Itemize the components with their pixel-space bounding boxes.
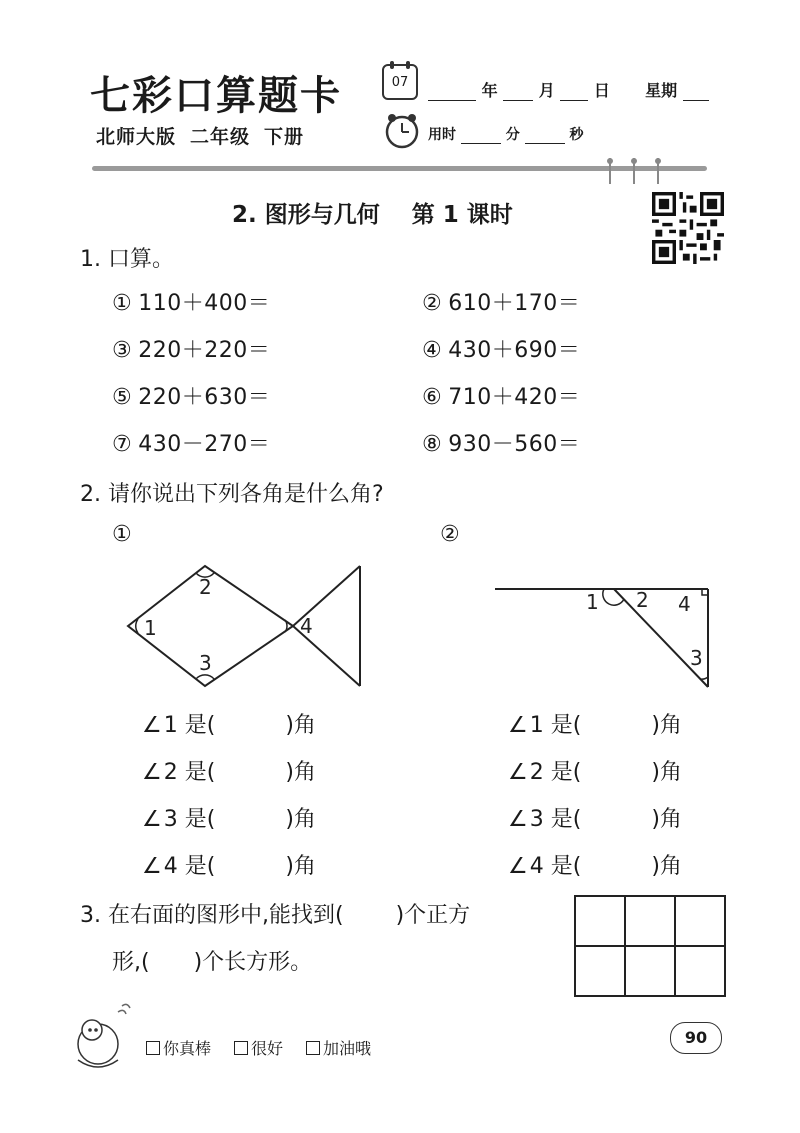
checkbox-icon[interactable] [234,1041,248,1055]
edition-info [96,122,318,149]
fig1-answer-angle-4: ∠4 是( )角 [142,854,316,879]
fig1-angle-3-label: 3 [199,651,212,675]
question-3-line-2: 形,( )个长方形。 [112,950,313,975]
date-line [428,78,709,101]
second-blank[interactable] [525,129,565,144]
edition-publisher: 北师大版 [96,126,177,148]
q1-item-6: ⑥ 710＋420＝ [422,385,581,410]
calendar-ring-icon [406,61,410,69]
rating-keep-going[interactable]: 加油哦 [306,1036,371,1059]
q1-item-8: ⑧ 930－560＝ [422,432,581,457]
question-2-head: 2. 请你说出下列各角是什么角? [80,482,384,507]
calendar-ring-icon [390,61,394,69]
lesson-topic: 2. 图形与几何 [232,202,380,228]
fig2-angle-1-label: 1 [586,590,599,614]
year-label: 年 [481,81,498,100]
minute-label: 分 [505,127,520,143]
figure-1-fish [110,560,380,700]
edition-volume: 下册 [264,126,305,148]
clock-icon [384,112,420,150]
q1-item-7: ⑦ 430－270＝ [112,432,271,457]
q1-item-2: ② 610＋170＝ [422,291,581,316]
month-label: 月 [538,81,555,100]
fig1-angle-4-label: 4 [300,614,313,638]
fig2-angle-4-label: 4 [678,592,691,616]
time-label: 用时 [428,127,456,143]
rating-good[interactable]: 很好 [234,1036,283,1059]
fig1-answer-angle-3: ∠3 是( )角 [142,807,316,832]
brand-title: 七彩口算题卡 [90,72,342,119]
day-label: 日 [593,81,610,100]
time-line [428,124,584,144]
question-3-line-1: 3. 在右面的图形中,能找到( )个正方 [80,903,471,928]
checkbox-icon[interactable] [306,1041,320,1055]
checkbox-icon[interactable] [146,1041,160,1055]
grid-figure [574,895,726,999]
fig1-angle-1-label: 1 [144,616,157,640]
fig2-answer-angle-3: ∠3 是( )角 [508,807,682,832]
year-blank[interactable] [428,86,476,101]
weekday-label: 星期 [645,81,678,100]
calendar-icon [382,64,418,100]
calendar-number: 07 [391,75,409,90]
figure-2-triangle [490,575,720,695]
q1-item-1: ① 110＋400＝ [112,291,271,316]
q1-item-5: ⑤ 220＋630＝ [112,385,271,410]
lesson-title [232,196,513,229]
fig1-answer-angle-2: ∠2 是( )角 [142,760,316,785]
rating-great[interactable]: 你真棒 [146,1036,211,1059]
fig2-angle-2-label: 2 [636,588,649,612]
second-label: 秒 [569,127,584,143]
q1-item-3: ③ 220＋220＝ [112,338,271,363]
qr-code-icon[interactable] [652,192,724,264]
edition-grade: 二年级 [190,126,251,148]
rule-rings-icon [600,156,670,186]
fig2-angle-3-label: 3 [690,646,703,670]
lesson-period: 第 1 课时 [411,202,513,228]
fig2-answer-angle-1: ∠1 是( )角 [508,713,682,738]
fig1-angle-2-label: 2 [199,575,212,599]
day-blank[interactable] [560,86,588,101]
fig2-answer-angle-4: ∠4 是( )角 [508,854,682,879]
figure-1-marker: ① [112,522,133,547]
question-1-head: 1. 口算。 [80,247,174,272]
fig1-answer-angle-1: ∠1 是( )角 [142,713,316,738]
fig2-answer-angle-2: ∠2 是( )角 [508,760,682,785]
month-blank[interactable] [503,86,533,101]
figure-2-marker: ② [440,522,461,547]
mascot-icon [68,1000,138,1072]
weekday-blank[interactable] [683,86,709,101]
page-number: 90 [670,1022,722,1054]
q1-item-4: ④ 430＋690＝ [422,338,581,363]
minute-blank[interactable] [461,129,501,144]
